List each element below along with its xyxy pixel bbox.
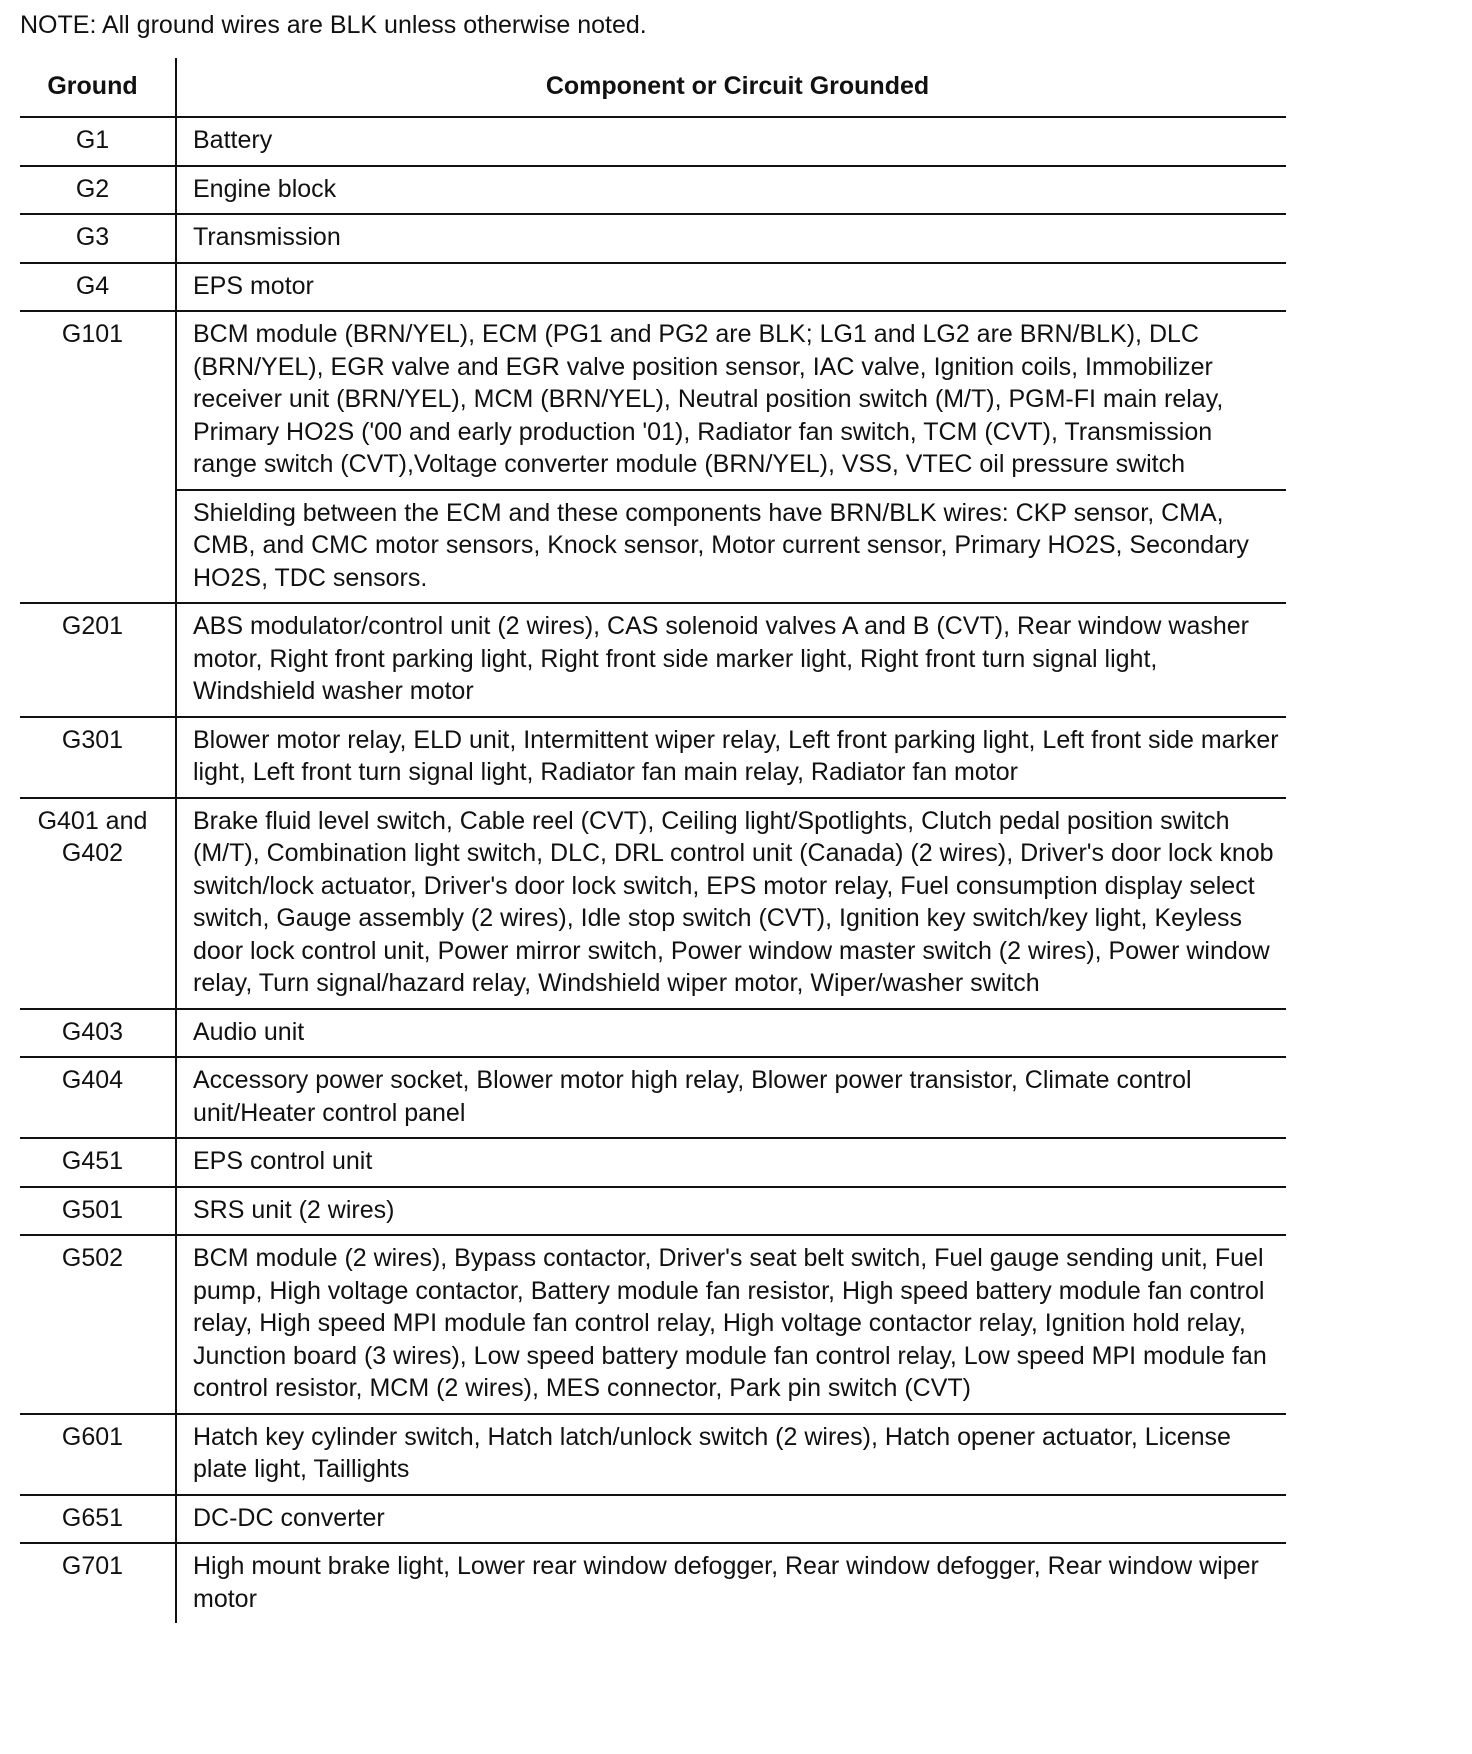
table-row <box>20 717 1286 798</box>
ground-id: G403 <box>20 1009 176 1058</box>
component-list: High mount brake light, Lower rear window defogger, Rear window defogger, Rear window wiper motor <box>176 1543 1286 1623</box>
component-list: Blower motor relay, ELD unit, Intermittent wiper relay, Left front parking light, Left front side marker light, Left front turn signal light, Radiator fan main relay, Radiator fan motor <box>176 717 1286 798</box>
ground-id: G4 <box>20 263 176 312</box>
ground-id: G404 <box>20 1057 176 1138</box>
ground-id: G301 <box>20 717 176 798</box>
ground-id: G3 <box>20 214 176 263</box>
component-list: Audio unit <box>176 1009 1286 1058</box>
table-row <box>20 214 1286 263</box>
table-row <box>20 1495 1286 1544</box>
table-row <box>20 603 1286 717</box>
ground-id: G601 <box>20 1414 176 1495</box>
component-list: SRS unit (2 wires) <box>176 1187 1286 1236</box>
header-component: Component or Circuit Grounded <box>176 58 1286 117</box>
component-list: EPS motor <box>176 263 1286 312</box>
component-list: Engine block <box>176 166 1286 215</box>
ground-id: G701 <box>61 1552 124 1580</box>
ground-id: G401 and G402 <box>20 798 176 1009</box>
note-text: NOTE: All ground wires are BLK unless otherwise noted. <box>20 11 647 39</box>
ground-id: G451 <box>20 1138 176 1187</box>
table-row <box>20 117 1286 166</box>
component-list: BCM module (2 wires), Bypass contactor, Driver's seat belt switch, Fuel gauge sending unit, Fuel pump, High voltage contactor, Battery module fan resistor, High speed battery module fan control relay, High speed MPI module fan control relay, High voltage contactor relay, Ignition hold relay, Junction board (3 wires), Low speed battery module fan control relay, Low speed MPI module fan control resistor, MCM (2 wires), MES connector, Park pin switch (CVT) <box>176 1235 1286 1414</box>
table-row <box>20 490 1286 604</box>
table-row <box>20 311 1286 490</box>
table-row <box>20 263 1286 312</box>
ground-id: G1 <box>20 117 176 166</box>
header-ground: Ground <box>20 58 176 117</box>
ground-id: G651 <box>20 1495 176 1544</box>
ground-id: G502 <box>20 1235 176 1414</box>
table-row <box>20 1009 1286 1058</box>
component-list: ABS modulator/control unit (2 wires), CAS solenoid valves A and B (CVT), Rear window washer motor, Right front parking light, Right front side marker light, Right front turn signal light, Windshield washer motor <box>176 603 1286 717</box>
table-header-row <box>20 58 1286 117</box>
component-list: BCM module (BRN/YEL), ECM (PG1 and PG2 are BLK; LG1 and LG2 are BRN/BLK), DLC (BRN/YEL), EGR valve and EGR valve position sensor, IAC valve, Ignition coils, Immobilizer receiver unit (BRN/YEL), MCM (BRN/YEL), Neutral position switch (M/T), PGM-FI main relay, Primary HO2S ('00 and early production '01), Radiator fan switch, TCM (CVT), Transmission range switch (CVT),Voltage converter module (BRN/YEL), VSS, VTEC oil pressure switch <box>176 311 1286 490</box>
table-row <box>20 798 1286 1009</box>
component-list: Accessory power socket, Blower motor high relay, Blower power transistor, Climate control unit/Heater control panel <box>176 1057 1286 1138</box>
component-list: EPS control unit <box>176 1138 1286 1187</box>
ground-id: G501 <box>20 1187 176 1236</box>
ground-id: G101 <box>61 320 124 348</box>
component-list: Battery <box>176 117 1286 166</box>
component-list: Transmission <box>176 214 1286 263</box>
component-list: DC-DC converter <box>176 1495 1286 1544</box>
table-row <box>20 166 1286 215</box>
ground-id: G2 <box>20 166 176 215</box>
table-row <box>20 1187 1286 1236</box>
table-row <box>20 1138 1286 1187</box>
ground-table <box>20 58 1286 1623</box>
component-list: Hatch key cylinder switch, Hatch latch/unlock switch (2 wires), Hatch opener actuator, License plate light, Taillights <box>176 1414 1286 1495</box>
table-row <box>20 1543 1286 1623</box>
component-list: Shielding between the ECM and these components have BRN/BLK wires: CKP sensor, CMA, CMB, and CMC motor sensors, Knock sensor, Motor current sensor, Primary HO2S, Secondary HO2S, TDC sensors. <box>176 490 1286 604</box>
ground-id: G201 <box>20 603 176 717</box>
ground-id <box>20 490 176 604</box>
component-list: Brake fluid level switch, Cable reel (CVT), Ceiling light/Spotlights, Clutch pedal position switch (M/T), Combination light switch, DLC, DRL control unit (Canada) (2 wires), Driver's door lock knob switch/lock actuator, Driver's door lock switch, EPS motor relay, Fuel consumption display select switch, Gauge assembly (2 wires), Idle stop switch (CVT), Ignition key switch/key light, Keyless door lock control unit, Power mirror switch, Power window master switch (2 wires), Power window relay, Turn signal/hazard relay, Windshield wiper motor, Wiper/washer switch <box>176 798 1286 1009</box>
table-row <box>20 1235 1286 1414</box>
table-row <box>20 1414 1286 1495</box>
table-row <box>20 1057 1286 1138</box>
